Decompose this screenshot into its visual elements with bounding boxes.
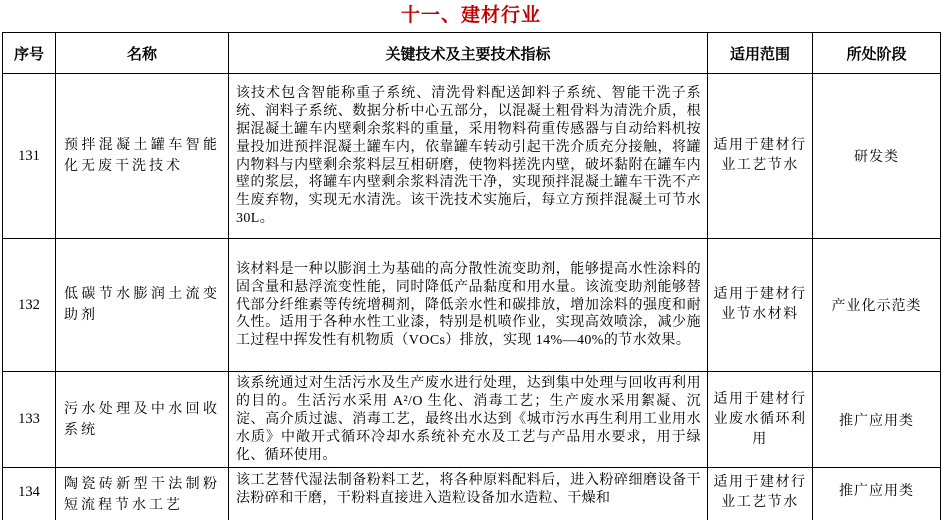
- stage: 产业化示范类: [813, 239, 941, 372]
- technology-name: 预拌混凝土罐车智能化无废干洗技术: [56, 74, 229, 239]
- row-number: 133: [3, 372, 56, 468]
- application-scope: 适用于建材行业废水循环利用: [708, 372, 813, 468]
- stage: 推广应用类: [813, 372, 941, 468]
- header-name: 名称: [56, 33, 229, 74]
- technology-catalog-table: [2, 32, 941, 520]
- application-scope: 适用于建材行业节水材料: [708, 239, 813, 372]
- header-scope: 适用范围: [708, 33, 813, 74]
- table-row: [3, 74, 941, 239]
- stage: 推广应用类: [813, 468, 941, 520]
- row-number: 134: [3, 468, 56, 520]
- header-tech: 关键技术及主要技术指标: [229, 33, 708, 74]
- technology-description: 该工艺替代湿法制备粉料工艺，将各种原料配料后，进入粉碎细磨设备干法粉碎和干磨，干粉料直接进入造粒设备加水造粒、干燥和: [229, 468, 708, 520]
- application-scope: 适用于建材行业工艺节水: [708, 468, 813, 520]
- section-title: 十一、建材行业: [400, 5, 541, 26]
- table-row: [3, 372, 941, 468]
- technology-description: 该系统通过对生活污水及生产废水进行处理，达到集中处理与回收再利用的目的。生活污水采用 A²/O 生化、消毒工艺；生产废水采用絮凝、沉淀、高介质过滤、消毒工艺，最终出水达到《城市污水再生利用工业用水水质》中敞开式循环冷却水系统补充水及工艺与产品用水要求，用于绿化、循环使用。: [229, 372, 708, 468]
- row-number: 131: [3, 74, 56, 239]
- row-number: 132: [3, 239, 56, 372]
- technology-name: 污水处理及中水回收系统: [56, 372, 229, 468]
- stage: 研发类: [813, 74, 941, 239]
- header-stage: 所处阶段: [813, 33, 941, 74]
- technology-name: 低碳节水膨润土流变助剂: [56, 239, 229, 372]
- table-header-row: [3, 33, 941, 74]
- table-row: [3, 468, 941, 520]
- application-scope: 适用于建材行业工艺节水: [708, 74, 813, 239]
- technology-name: 陶瓷砖新型干法制粉短流程节水工艺: [56, 468, 229, 520]
- technology-description: 该材料是一种以膨润土为基础的高分散性流变助剂，能够提高水性涂料的固含量和悬浮流变性能，同时降低产品黏度和用水量。该流变助剂能够替代部分纤维素等传统增稠剂，降低亲水性和碳排放，增加涂料的强度和耐久性。适用于各种水性工业漆，特别是机喷作业，实现高效喷涂，减少施工过程中挥发性有机物质（VOCs）排放，实现 14%—40%的节水效果。: [229, 239, 708, 372]
- table-row: [3, 239, 941, 372]
- header-no: 序号: [3, 33, 56, 74]
- technology-description: 该技术包含智能称重子系统、清洗骨料配送卸料子系统、智能干洗子系统、润料子系统、数据分析中心五部分，以混凝土粗骨料为清洗介质，根据混凝土罐车内壁剩余浆料的重量，采用物料荷重传感器与自动给料机按量投加进预拌混凝土罐车内，依靠罐车转动引起干洗介质充分接触，将罐内物料与内壁剩余浆料层互相研磨，使物料搓洗内壁，破坏黏附在罐车内壁的浆层，将罐车内壁剩余浆料清洗干净，实现预拌混凝土罐车干洗不产生废弃物，实现无水清洗。该干洗技术实施后，每立方预拌混凝土可节水 30L。: [229, 74, 708, 239]
